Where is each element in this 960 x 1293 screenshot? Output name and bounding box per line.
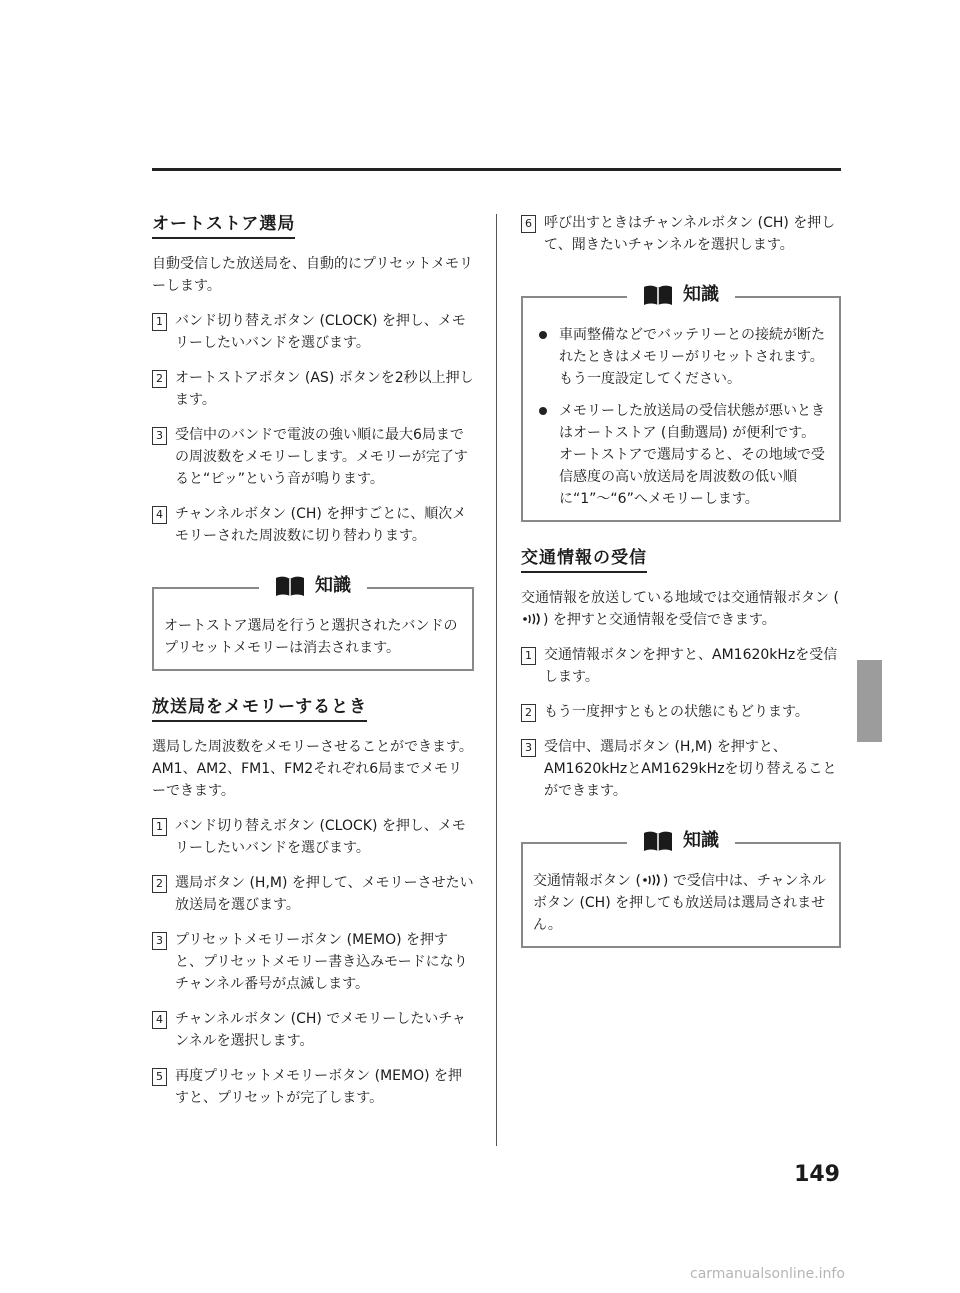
step-text: チャンネルボタン (CH) でメモリーしたいチャンネルを選択します。 xyxy=(175,1011,466,1049)
auto-store-step xyxy=(152,424,474,490)
step-number: 1 xyxy=(521,647,536,665)
step-number: 3 xyxy=(152,932,167,950)
page-number: 149 xyxy=(794,1162,840,1187)
traffic-info-icon xyxy=(641,874,663,886)
step-text: プリセットメモリーボタン (MEMO) を押すと、プリセットメモリー書き込みモードになりチャンネル番号が点滅します。 xyxy=(175,932,468,992)
knowledge-note-title: 知識 xyxy=(683,830,719,851)
note-bullet xyxy=(533,400,829,510)
knowledge-note-box xyxy=(152,575,474,671)
traffic-heading: 交通情報の受信 xyxy=(521,546,647,573)
traffic-intro-part2: ) を押すと交通情報を受信できます。 xyxy=(543,612,776,628)
step-number: 3 xyxy=(152,427,167,445)
step-text: バンド切り替えボタン (CLOCK) を押し、メモリーしたいバンドを選びます。 xyxy=(175,313,466,351)
traffic-info-icon xyxy=(521,613,543,625)
step-text: 再度プリセットメモリーボタン (MEMO) を押すと、プリセットが完了します。 xyxy=(175,1068,463,1106)
knowledge-note-header xyxy=(627,828,735,854)
knowledge-note-header xyxy=(259,573,367,599)
auto-store-heading: オートストア選局 xyxy=(152,212,295,239)
step-number: 5 xyxy=(152,1068,167,1086)
open-book-icon xyxy=(275,575,305,597)
traffic-intro-part1: 交通情報を放送している地域では交通情報ボタン ( xyxy=(521,590,839,606)
bullet-dot xyxy=(539,331,547,339)
knowledge-note-title: 知識 xyxy=(683,284,719,305)
open-book-icon xyxy=(643,830,673,852)
bullet-text: 車両整備などでバッテリーとの接続が断たれたときはメモリーがリセットされます。もう一度設定してください。 xyxy=(559,327,825,387)
knowledge-note-box xyxy=(521,830,841,948)
knowledge-note-box xyxy=(521,284,841,522)
step-text: オートストアボタン (AS) ボタンを2秒以上押します。 xyxy=(175,370,474,408)
knowledge-note-text: オートストア選局を行うと選択されたバンドのプリセットメモリーは消去されます。 xyxy=(164,618,458,656)
step-number: 1 xyxy=(152,818,167,836)
step-text: バンド切り替えボタン (CLOCK) を押し、メモリーしたいバンドを選びます。 xyxy=(175,818,466,856)
knowledge-note-title: 知識 xyxy=(315,575,351,596)
bullet-dot xyxy=(539,407,547,415)
open-book-icon xyxy=(643,284,673,306)
top-rule xyxy=(152,168,841,171)
note-bullet xyxy=(533,324,829,390)
traffic-step xyxy=(521,701,841,723)
auto-store-intro: 自動受信した放送局を、自動的にプリセットメモリーします。 xyxy=(152,256,474,294)
step-number: 6 xyxy=(521,215,536,233)
left-column xyxy=(152,212,474,1122)
note-text-part2: ) で受信中は、チャンネルボタン (CH) を押しても放送局は選局されません。 xyxy=(533,873,826,933)
step-text: 選局ボタン (H,M) を押して、メモリーさせたい放送局を選びます。 xyxy=(175,875,474,913)
step-number: 2 xyxy=(152,370,167,388)
memory-step xyxy=(521,212,841,256)
memory-step xyxy=(152,815,474,859)
memory-intro: 選局した周波数をメモリーさせることができます。 xyxy=(152,739,473,755)
step-number: 4 xyxy=(152,506,167,524)
step-number: 1 xyxy=(152,313,167,331)
step-number: 4 xyxy=(152,1011,167,1029)
auto-store-step xyxy=(152,367,474,411)
step-text: 受信中のバンドで電波の強い順に最大6局までの周波数をメモリーします。メモリーが完了すると“ピッ”という音が鳴ります。 xyxy=(175,427,468,487)
traffic-step xyxy=(521,644,841,688)
column-divider xyxy=(496,214,497,1146)
memory-step xyxy=(152,1065,474,1109)
auto-store-step xyxy=(152,310,474,354)
memory-step xyxy=(152,929,474,995)
memory-intro-bands: AM1、AM2、FM1、FM2それぞれ6局までメモリーできます。 xyxy=(152,761,463,799)
traffic-step xyxy=(521,736,841,802)
thumb-index-tab xyxy=(857,660,882,742)
traffic-intro xyxy=(521,587,841,631)
knowledge-note-header xyxy=(627,282,735,308)
step-number: 2 xyxy=(152,875,167,893)
step-text: 交通情報ボタンを押すと、AM1620kHzを受信します。 xyxy=(544,647,838,685)
auto-store-step xyxy=(152,503,474,547)
memory-heading: 放送局をメモリーするとき xyxy=(152,695,367,722)
knowledge-note-text xyxy=(533,870,829,936)
bullet-text: メモリーした放送局の受信状態が悪いときはオートストア (自動選局) が便利です。オートストアで選局すると、その地域で受信感度の高い放送局を周波数の低い順に“1”～“6”へメモリーします。 xyxy=(559,403,825,507)
step-text: 呼び出すときはチャンネルボタン (CH) を押して、聞きたいチャンネルを選択します。 xyxy=(544,215,836,253)
memory-step xyxy=(152,872,474,916)
memory-step xyxy=(152,1008,474,1052)
note-text-part1: 交通情報ボタン ( xyxy=(533,873,641,889)
right-column xyxy=(521,212,841,972)
step-text: もう一度押すともとの状態にもどります。 xyxy=(544,704,809,720)
step-number: 3 xyxy=(521,739,536,757)
step-number: 2 xyxy=(521,704,536,722)
watermark: carmanualsonline.info xyxy=(690,1266,845,1282)
step-text: 受信中、選局ボタン (H,M) を押すと、AM1620kHzとAM1629kHzを切り替えることができます。 xyxy=(544,739,837,799)
step-text: チャンネルボタン (CH) を押すごとに、順次メモリーされた周波数に切り替わります。 xyxy=(175,506,467,544)
